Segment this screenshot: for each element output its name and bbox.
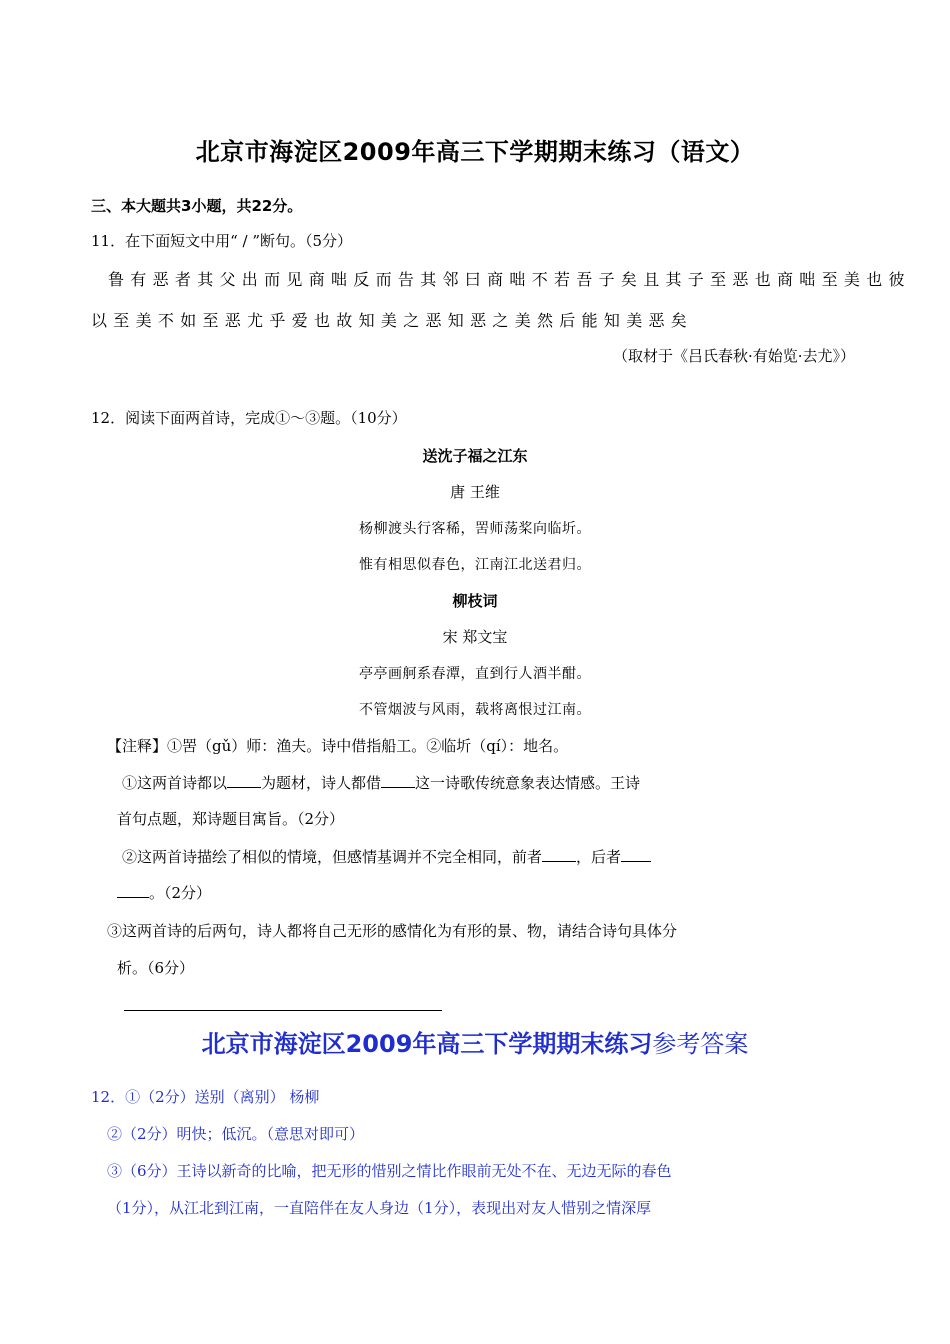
answer-blank <box>117 883 149 898</box>
divider-line <box>124 1010 442 1011</box>
poem-1-author: 唐 王维 <box>450 483 500 501</box>
answer-line-4: （1分），从江北到江南，一直陪伴在友人身边（1分），表现出对友人惜别之情深厚 <box>107 1199 652 1217</box>
sub-question-1-line-2: 首句点题，郑诗题目寓旨。（2分） <box>117 810 345 828</box>
poem-1-title: 送沈子福之江东 <box>422 447 528 465</box>
sub-question-2-part-a: ②这两首诗描绘了相似的情境，但感情基调并不完全相同，前者 <box>122 848 543 866</box>
poem-1-line-2: 惟有相思似春色，江南江北送君归。 <box>359 557 591 573</box>
sub-question-3-line-1: ③这两首诗的后两句，诗人都将自己无形的感情化为有形的景、物，请结合诗句具体分 <box>107 922 678 940</box>
question-11-source: （取材于《吕氏春秋·有始览·去尤》） <box>612 347 855 365</box>
answer-line-1: 12．①（2分）送别（离别） 杨柳 <box>91 1088 320 1106</box>
answer-title-normal: 参考答案 <box>652 1030 749 1058</box>
question-12-prompt: 12．阅读下面两首诗，完成①～③题。（10分） <box>91 409 407 427</box>
answer-title-bold: 北京市海淀区2009年高三下学期期末练习 <box>201 1030 653 1058</box>
annotation-note: 【注释】①罟（gǔ）师：渔夫。诗中借指船工。②临圻（qí）：地名。 <box>107 737 569 755</box>
sub-question-2-line-2 <box>117 882 211 903</box>
question-11-text-line-1: 鲁有恶者其父出而见商咄反而告其邻曰商咄不若吾子矣且其子至恶也商咄至美也彼 <box>108 270 911 289</box>
sub-question-1-part-b: 为题材，诗人都借 <box>261 774 382 792</box>
question-11-prompt: 11．在下面短文中用“ / ”断句。（5分） <box>91 232 353 250</box>
answer-blank <box>227 773 261 788</box>
sub-question-2-line-2-text: 。（2分） <box>149 884 212 902</box>
answer-title <box>0 1024 950 1059</box>
poem-2-title: 柳枝词 <box>452 592 498 610</box>
answer-blank <box>542 847 576 862</box>
sub-question-3-line-2: 析。（6分） <box>117 959 195 977</box>
poem-2-author: 宋 郑文宝 <box>442 628 508 646</box>
sub-question-1-part-a: ①这两首诗都以 <box>122 774 228 792</box>
answer-line-2: ②（2分）明快；低沉。（意思对即可） <box>107 1125 365 1143</box>
sub-question-2-line-1 <box>122 846 651 867</box>
question-11-text-line-2: 以至美不如至恶尤乎爱也故知美之恶知恶之美然后能知美恶矣 <box>91 311 694 330</box>
answer-blank <box>621 847 651 862</box>
poem-1-line-1: 杨柳渡头行客稀，罟师荡桨向临圻。 <box>359 521 591 537</box>
poem-2-line-1: 亭亭画舸系春潭，直到行人酒半酣。 <box>359 666 591 682</box>
poem-2-line-2: 不管烟波与风雨，载将离恨过江南。 <box>359 702 591 718</box>
section-heading: 三、本大题共3小题，共22分。 <box>91 197 303 215</box>
page-title: 北京市海淀区2009年高三下学期期末练习（语文） <box>195 138 755 166</box>
sub-question-1-part-c: 这一诗歌传统意象表达情感。王诗 <box>415 774 641 792</box>
sub-question-2-part-b: ，后者 <box>576 848 622 866</box>
answer-blank <box>381 773 415 788</box>
answer-line-3: ③（6分）王诗以新奇的比喻，把无形的惜别之情比作眼前无处不在、无边无际的春色 <box>107 1162 672 1180</box>
sub-question-1-line-1 <box>122 772 640 793</box>
